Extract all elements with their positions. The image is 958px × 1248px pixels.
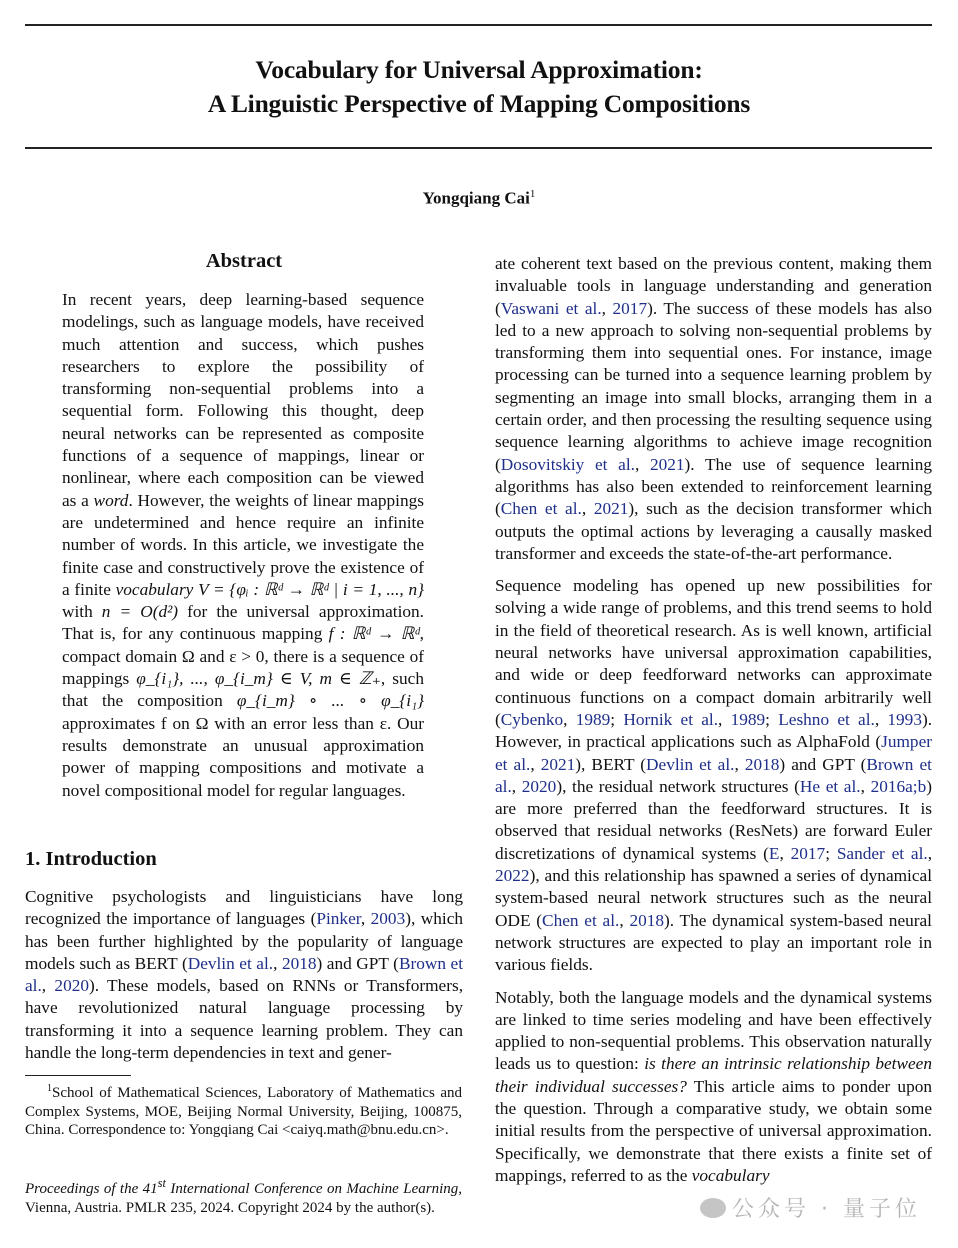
- body-text: ;: [825, 843, 837, 863]
- citation-link[interactable]: Chen et al.: [500, 499, 582, 519]
- proceedings-text: , Vienna, Austria. PMLR 235, 2024. Copyright 2024 by the author(s).: [25, 1181, 462, 1216]
- body-text: ). The dynamical system-based neural network structures are expected to play an important role in various fields.: [495, 910, 932, 975]
- watermark: [700, 1192, 921, 1223]
- author-affiliation-mark: 1: [529, 188, 536, 200]
- citation-link[interactable]: 2018: [744, 754, 780, 774]
- body-text: ), and this relationship has spawned a series of dynamical system-based neural network structures such as the neural ODE (: [495, 866, 932, 930]
- citation-link[interactable]: Sander et al.: [836, 843, 928, 863]
- body-text: ), such as the decision transformer which outputs the optimal actions by leveraging a causally masked transformer and exceeds the state-of-the-art performance.: [495, 499, 932, 563]
- citation-link[interactable]: 2018: [281, 953, 317, 973]
- body-text: ,: [530, 754, 541, 774]
- body-text: Notably, both the language models and the dynamical systems are linked to time series modeling and have been effectively applied to non-sequential problems. This observation naturally leads us to question:: [495, 987, 932, 1074]
- citation-link[interactable]: 2018: [629, 910, 664, 930]
- citation-link[interactable]: 2021: [593, 499, 629, 519]
- proceedings-note: [25, 1174, 462, 1217]
- body-text: ,: [601, 298, 613, 318]
- footnote-text: School of Mathematical Sciences, Laboratory of Mathematics and Complex Systems, MOE, Beijing Normal University, Beijing, 100875, China. Correspondence to: Yongqiang Cai <caiyq.math@bnu.edu.cn>.: [25, 1085, 462, 1138]
- body-text: This article aims to ponder upon the question. Through a comparative study, we obtain some initial results from the perspective of universal approximation. Specifically, we demonstrate that there exists a finite set of mappings, referred to as the: [495, 1076, 932, 1185]
- body-text: ,: [718, 709, 731, 729]
- paragraph: [495, 575, 932, 976]
- body-text: ) and GPT (: [779, 754, 867, 774]
- top-rule: [25, 24, 932, 26]
- body-text: ), which has been further highlighted by the popularity of language models such as BERT (: [25, 909, 464, 973]
- body-text: ate coherent text based on the previous content, making them invaluable tools in language understanding and generation (: [495, 254, 932, 318]
- citation-link[interactable]: Brown et al.: [495, 754, 932, 796]
- body-text: ,: [779, 843, 791, 863]
- abstract-text: , such that the composition: [62, 669, 424, 711]
- citation-link[interactable]: Cybenko: [500, 709, 564, 729]
- citation-link[interactable]: 2021: [649, 454, 685, 474]
- author-name: Yongqiang Cai: [422, 188, 530, 208]
- citation-link[interactable]: 2020: [521, 776, 557, 796]
- math-vocabulary-set: V = {φᵢ : ℝᵈ → ℝᵈ | i = 1, ..., n}: [193, 579, 424, 599]
- abstract-text: for the universal approximation. That is, for any continuous mapping: [62, 602, 425, 644]
- citation-link[interactable]: Jumper et al.: [495, 732, 932, 774]
- body-text: ). These models, based on RNNs or Transformers, have revolutionized natural language processing by transforming it into a sequence learning problem. They can handle the long-term dependencies in text and gener-: [25, 976, 464, 1063]
- citation-link[interactable]: Dosovitskiy et al.: [500, 454, 635, 474]
- body-text: ) are more preferred than the feedforward structures. It is observed that residual networks (ResNets) are forward Euler discretizations of dynamical systems (: [495, 776, 933, 863]
- body-text: ), the residual network structures (: [556, 776, 800, 796]
- citation-link[interactable]: E: [768, 843, 780, 863]
- abstract-heading: Abstract: [205, 250, 283, 272]
- proceedings-venue: Proceedings of the 41: [25, 1181, 158, 1197]
- author-line: [0, 188, 958, 209]
- math-composition: φ_{i_m} ∘ ... ∘ φ_{i₁}: [236, 691, 425, 711]
- title-line-2: A Linguistic Perspective of Mapping Compositions: [207, 89, 751, 118]
- introduction-left-column: [25, 886, 463, 1074]
- citation-link[interactable]: 2016a;b: [870, 776, 927, 796]
- body-text: ,: [927, 843, 933, 863]
- citation-link[interactable]: Chen et al.: [542, 910, 620, 930]
- body-text: ). The use of sequence learning algorithms has also been extended to reinforcement learning (: [495, 454, 932, 519]
- emphasis-text: vocabulary: [691, 1165, 770, 1185]
- body-text: ,: [734, 754, 745, 774]
- abstract-text: approximates f on Ω with an error less than ε. Our results demonstrate an unusual approximation power of mapping compositions and motivate a novel compositional model for regular languages.: [62, 713, 424, 800]
- paragraph: [495, 253, 932, 565]
- body-text: ,: [860, 776, 871, 796]
- body-text: ,: [273, 953, 282, 973]
- paragraph: [25, 886, 463, 1064]
- footnote-affiliation: [25, 1080, 462, 1140]
- abstract-text: . However, the weights of linear mappings are undetermined and hence require an infinite number of words. In this article, we investigate the finite case and constructively prove the existence of a finite: [62, 490, 424, 599]
- body-text: ;: [610, 709, 624, 729]
- proceedings-ordinal: st: [157, 1176, 166, 1190]
- abstract-body: [62, 289, 424, 802]
- proceedings-venue: International Conference on Machine Learning: [165, 1181, 459, 1197]
- citation-link[interactable]: Pinker: [316, 909, 361, 929]
- wechat-icon: [700, 1198, 726, 1218]
- body-text: ,: [619, 910, 630, 930]
- bottom-rule: [25, 147, 932, 149]
- math-mapping-f: f : ℝᵈ → ℝᵈ: [328, 624, 420, 644]
- footnote-rule: [25, 1075, 131, 1076]
- citation-link[interactable]: Vaswani et al.: [500, 298, 602, 318]
- body-text: ,: [634, 454, 650, 474]
- citation-link[interactable]: 1989: [575, 709, 611, 729]
- body-text: ,: [563, 709, 576, 729]
- abstract-em-vocabulary: vocabulary: [115, 579, 194, 599]
- title-line-1: Vocabulary for Universal Approximation:: [255, 55, 703, 84]
- body-text: ,: [511, 776, 522, 796]
- body-text: ). However, in practical applications such as AlphaFold (: [495, 709, 933, 752]
- body-text: Sequence modeling has opened up new possibilities for solving a wide range of problems, and this trend seems to hold in the field of theoretical research. As is well known, artificial neural networks have universal approximation capabilities, and wide or deep feedforward networks can approximate continuous functions on a compact domain arbitrarily well (: [495, 576, 932, 729]
- citation-link[interactable]: 2017: [612, 298, 648, 318]
- citation-link[interactable]: 2017: [790, 843, 826, 863]
- citation-link[interactable]: 1993: [887, 709, 922, 729]
- footnote-mark: 1: [47, 1083, 52, 1094]
- citation-link[interactable]: Leshno et al.: [778, 709, 875, 729]
- citation-link[interactable]: Devlin et al.: [646, 754, 735, 774]
- abstract-text: , compact domain Ω and ε > 0, there is a sequence of mappings: [62, 624, 424, 689]
- citation-link[interactable]: 2003: [370, 909, 406, 929]
- abstract-text: In recent years, deep learning-based sequence modelings, such as language models, have received much attention and success, which pushes researchers to explore the possibility of transforming non-sequential problems into a sequential form. Following this thought, deep neural networks can be represented as composite functions of a sequence of mappings, linear or nonlinear, where each composition can be viewed as a: [62, 290, 424, 510]
- body-text: ,: [581, 499, 594, 519]
- citation-link[interactable]: 1989: [730, 709, 766, 729]
- emphasis-text: is there an intrinsic relationship between their individual successes?: [495, 1054, 932, 1096]
- body-text: ;: [765, 709, 779, 729]
- citation-link[interactable]: Devlin et al.: [187, 953, 274, 973]
- math-sequence: φ_{i₁}, ..., φ_{i_m} ∈ V, m ∈ ℤ₊: [136, 669, 381, 689]
- body-text: ), BERT (: [575, 754, 647, 774]
- abstract-text: with: [62, 602, 102, 622]
- body-text: ,: [41, 976, 55, 996]
- abstract-em-word: word: [93, 490, 129, 510]
- math-n-order: n = O(d²): [101, 602, 179, 622]
- body-text: ). The success of these models has also led to a new approach to solving non-sequential problems by transforming them into sequential ones. For instance, image processing can be turned into a sequence learning problem by segmenting an image into small blocks, arranging them in a certain order, and then processing the resulting sequence using sequence learning algorithms to achieve image recognition (: [495, 298, 932, 474]
- citation-link[interactable]: Brown et al.: [25, 953, 463, 996]
- body-text: ,: [874, 709, 888, 729]
- section-heading-introduction: 1. Introduction: [25, 848, 157, 870]
- paper-title: [0, 53, 958, 121]
- body-text: ,: [360, 909, 371, 929]
- body-text: Cognitive psychologists and linguisticians have long recognized the importance of languages (: [25, 887, 463, 929]
- citation-link[interactable]: 2021: [540, 754, 576, 774]
- citation-link[interactable]: 2020: [54, 976, 89, 996]
- citation-link[interactable]: Hornik et al.: [623, 709, 719, 729]
- paragraph: [495, 987, 932, 1188]
- body-text: ) and GPT (: [316, 953, 399, 973]
- citation-link[interactable]: 2022: [495, 866, 530, 886]
- citation-link[interactable]: He et al.: [799, 776, 861, 796]
- watermark-text: 公众号 · 量子位: [732, 1197, 921, 1222]
- right-column: [495, 253, 932, 1197]
